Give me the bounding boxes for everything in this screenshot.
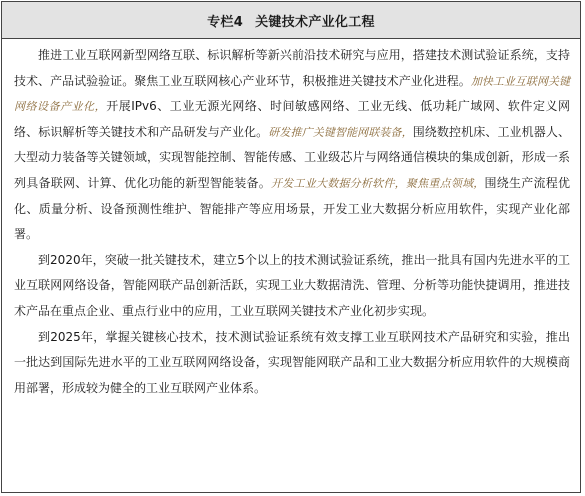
- text-smart-equipment: 围绕数控机床、工业机器人、大型动力装备等关键领域，实现智能控制、智能传感、工业级芯片与网络通信模块的集成创新，形成一系列具备联网、计算、优化功能的新型智能装备。: [14, 124, 570, 190]
- paragraph-2020-goal: [14, 248, 570, 325]
- text-big-data: 围绕生产流程优化、质量分析、设备预测性维护、智能排产等应用场景，开发工业大数据分析应用软件，实现产业化部署。: [14, 175, 570, 242]
- text-2020-goal: 到2020年，突破一批关键技术，建立5个以上的技术测试验证系统，推出一批具有国内先进水平的工业互联网网络设备，智能网联产品创新活跃，实现工业大数据清洗、管理、分析等功能快捷调用，推进技术产品在重点企业、重点行业中的应用，工业互联网关键技术产业化初步实现。: [14, 252, 570, 318]
- box-content: [2, 39, 580, 401]
- paragraph-intro: [14, 43, 570, 248]
- text-network-tech: 开展IPv6、工业无源光网络、时间敏感网络、工业无线、低功耗广域网、软件定义网络、标识解析等关键技术和产品研发与产业化。: [14, 99, 571, 139]
- highlight-network-devices: 加快工业互联网关键网络设备产业化，: [14, 74, 570, 114]
- highlight-smart-equipment: 研发推广关键智能网联装备，: [268, 125, 413, 139]
- paragraph-2025-goal: [14, 325, 570, 402]
- text-intro: 推进工业互联网新型网络互联、标识解析等新兴前沿技术研究与应用，搭建技术测试验证系统，支持技术、产品试验验证。聚焦工业互联网核心产业环节，积极推进关键技术产业化进程。: [14, 48, 570, 88]
- text-2025-goal: 到2025年，掌握关键核心技术，技术测试验证系统有效支撑工业互联网技术产品研究和实验，推出一批达到国际先进水平的工业互联网网络设备，实现智能网联产品和工业大数据分析应用软件的大规模商用部署，形成较为健全的工业互联网产业体系。: [14, 329, 570, 395]
- box-header: [2, 2, 580, 39]
- box-title: 关键技术产业化工程: [255, 14, 375, 30]
- highlight-big-data-software: 开发工业大数据分析软件，聚焦重点领域，: [271, 176, 485, 190]
- feature-box: [1, 1, 581, 493]
- box-label: 专栏4: [207, 14, 244, 30]
